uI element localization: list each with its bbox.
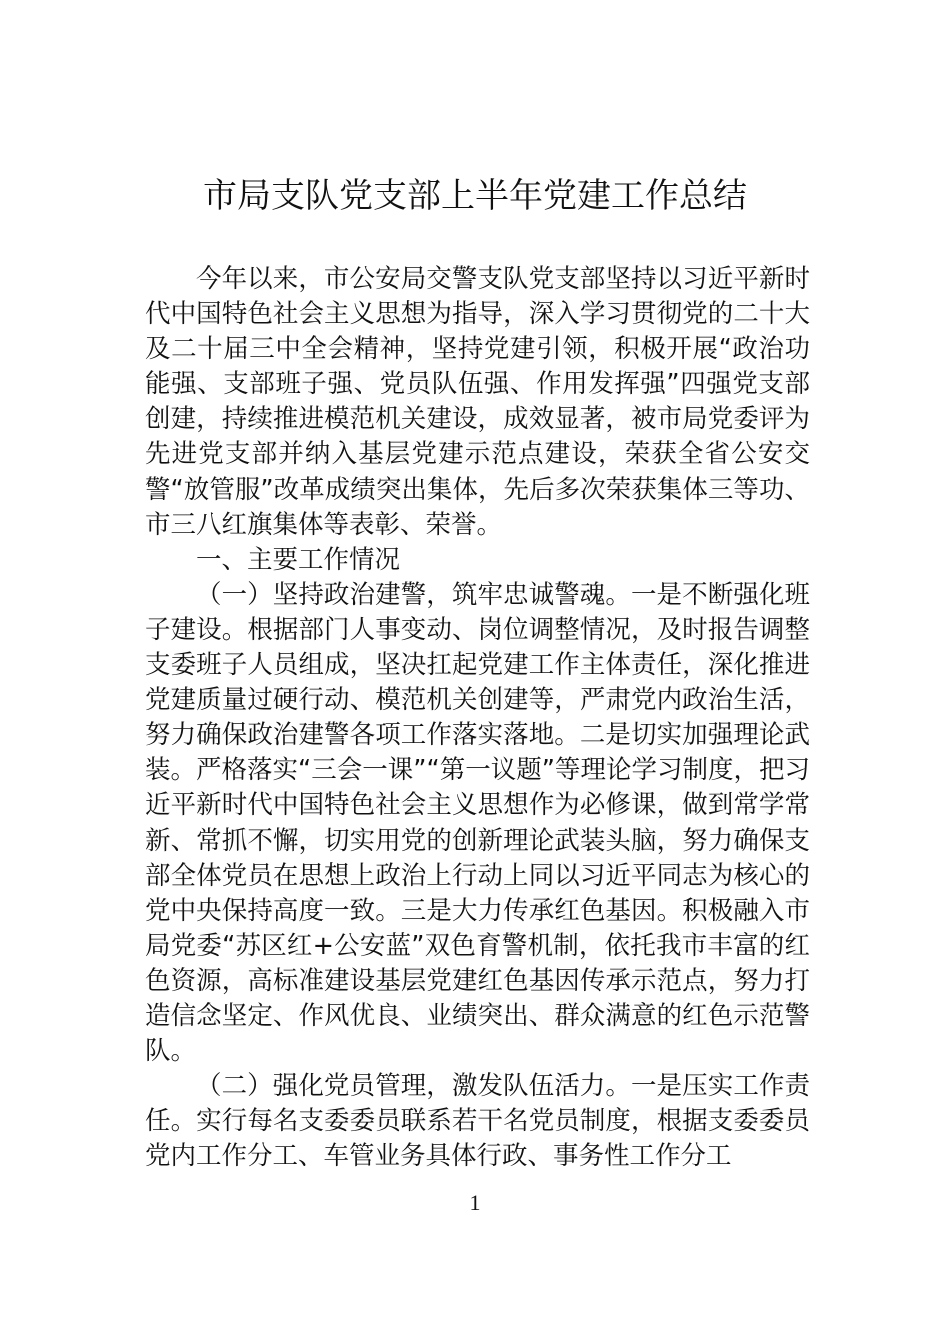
subsection-paragraph: （一）坚持政治建警，筑牢忠诚警魂。一是不断强化班子建设。根据部门人事变动、岗位调整情况，及时报告调整支委班子人员组成，坚决扛起党建工作主体责任，深化推进党建质量过硬行动、模范机关创建等，严肃党内政治生活，努力确保政治建警各项工作落实落地。二是切实加强理论武装。严格落实“三会一课”“第一议题”等理论学习制度，把习近平新时代中国特色社会主义思想作为必修课，做到常学常新、常抓不懈，切实用党的创新理论武装头脑，努力确保支部全体党员在思想上政治上行动上同以习近平同志为核心的党中央保持高度一致。三是大力传承红色基因。积极融入市局党委“苏区红+公安蓝”双色育警机制，依托我市丰富的红色资源，高标准建设基层党建红色基因传承示范点，努力打造信念坚定、作风优良、业绩突出、群众满意的红色示范警队。 [145,579,810,1067]
document-body [145,262,810,1174]
subsection-paragraph: （二）强化党员管理，激发队伍活力。一是压实工作责任。实行每名支委委员联系若干名党员制度，根据支委委员党内工作分工、车管业务具体行政、事务性工作分工 [145,1071,810,1172]
page-number: 1 [469,1190,481,1215]
document-title: 市局支队党支部上半年党建工作总结 [203,176,747,216]
section-heading: 一、主要工作情况 [196,544,401,575]
intro-paragraph: 今年以来，市公安局交警支队党支部坚持以习近平新时代中国特色社会主义思想为指导，深入学习贯彻党的二十大及二十届三中全会精神，坚持党建引领，积极开展“政治功能强、支部班子强、党员队伍强、作用发挥强”四强党支部创建，持续推进模范机关建设，成效显著，被市局党委评为先进党支部并纳入基层党建示范点建设，荣获全省公安交警“放管服”改革成绩突出集体，先后多次荣获集体三等功、市三八红旗集体等表彰、荣誉。 [145,264,810,540]
